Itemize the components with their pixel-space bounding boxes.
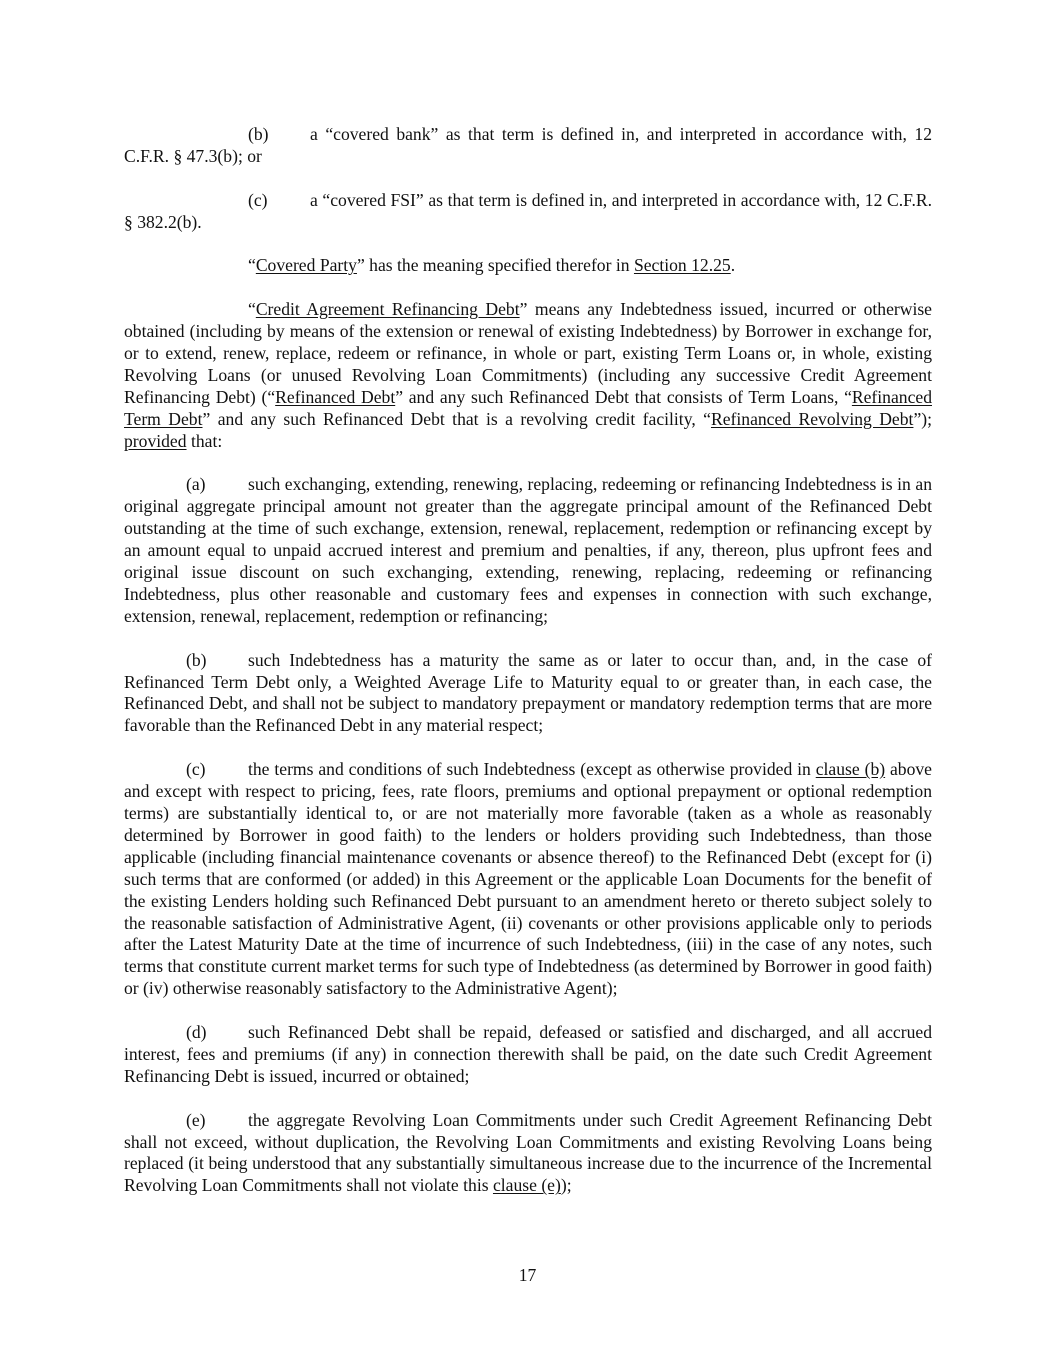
item-c [124,759,932,1000]
item-label: (b) [186,649,207,670]
clause-label: (c) [248,189,268,210]
item-e [124,1110,932,1198]
item-text: such exchanging, extending, renewing, replacing, redeeming or refinancing Indebtedness is in an original aggregate principal amount not greater than the aggregate principal amount of the Refinanced Debt outstanding at the time of such exchange, extension, renewal, replacement, redemption or refinancing except by an amount equal to unpaid accrued interest and premium and penalties, if any, thereon, plus upfront fees and original issue discount on such exchanging, extending, renewing, replacing, redeeming or refinancing Indebtedness, plus other reasonable and customary fees and expenses in connection with such exchange, extension, renewal, replacement, redemption or refinancing; [124,474,932,626]
clause-text: a “covered FSI” as that term is defined in, and interpreted in accordance with, 12 C.F.R. § 382.2(b). [124,189,932,232]
quote: “ [248,299,256,320]
defined-term: Covered Party [255,255,357,276]
item-d [124,1022,932,1088]
item-text: such Refinanced Debt shall be repaid, defeased or satisfied and discharged, and all accrued interest, fees and premiums (if any) in connection therewith shall be paid, on the date such Credit Agreement Refinancing Debt is issued, incurred or obtained; [124,1022,932,1086]
definition-text: . [730,255,736,276]
item-label: (d) [186,1022,207,1043]
item-label: (a) [186,474,206,495]
clause-label: (b) [248,124,269,144]
defined-term: Credit Agreement Refinancing Debt [255,299,520,320]
defined-term: provided [124,430,187,451]
quote: “ [248,255,256,276]
item-label: (e) [186,1109,206,1130]
document-page [124,124,932,1197]
definition-text: that: [186,430,223,451]
defined-term: Refinanced Revolving Debt [710,408,914,429]
item-text: such Indebtedness has a maturity the same as or later to occur than, and, in the case of Refinanced Term Debt only, a Weighted Average Life to Maturity equal to or greater than, in each case, the Refinanced Debt, and shall not be subject to mandatory prepayment or mandatory redemption terms that are more favorable than the Refinanced Debt in any material respect; [124,649,932,736]
item-b [124,650,932,738]
item-a [124,474,932,627]
clause-c-top [124,190,932,234]
section-reference: Section 12.25 [633,255,731,276]
defined-term: Refinanced Debt [275,386,396,407]
definition-covered-party [124,255,932,277]
clause-text: a “covered bank” as that term is defined in, and interpreted in accordance with, 12 C.F.R. § 47.3(b); or [124,124,932,166]
item-text: ); [560,1175,572,1196]
definition-text: ”); [913,408,932,429]
item-label: (c) [186,759,206,780]
definition-text: ” and any such Refinanced Debt that consists of Term Loans, “ [395,386,852,407]
page-number: 17 [518,1265,537,1285]
clause-b-top [124,124,932,168]
clause-reference: clause (b) [815,759,886,780]
item-text: above and except with respect to pricing, fees, rate floors, premiums and optional prepayment or optional redemption terms) are substantially identical to, or are not materially more favorable (taken as a whole as reasonably determined by Borrower in good faith) to the lenders or holders providing such Indebtedness, than those applicable (including financial maintenance covenants or absence thereof) to the Refinanced Debt (except for (i) such terms that are conformed (or added) in this Agreement or the applicable Loan Documents for the benefit of the existing Lenders holding such Refinanced Debt pursuant to an amendment hereto or thereto subject solely to the reasonable satisfaction of Administrative Agent, (ii) covenants or other provisions applicable only to periods after the Latest Maturity Date at the time of incurrence of such Indebtedness, (iii) in the case of any notes, such terms that constitute current market terms for such type of Indebtedness (as determined by Borrower in good faith) or (iv) otherwise reasonably satisfactory to the Administrative Agent); [124,759,932,999]
clause-reference: clause (e) [492,1175,561,1196]
definition-text: ” and any such Refinanced Debt that is a revolving credit facility, “ [202,408,711,429]
definition-text: ” means any Indebtedness issued, incurred or otherwise obtained (including by means of the extension or renewal of existing Indebtedness) by Borrower in exchange for, or to extend, renew, replace, redeem or refinance, in whole or part, existing Term Loans or, in whole, existing Revolving Loans (or unused Revolving Loan Commitments) (including any successive Credit Agreement Refinancing Debt) (“ [124,299,932,407]
item-text: the aggregate Revolving Loan Commitments under such Credit Agreement Refinancing Debt shall not exceed, without duplication, the Revolving Loan Commitments and existing Revolving Loans being replaced (it being understood that any substantially simultaneous increase due to the incurrence of the Incremental Revolving Loan Commitments shall not violate this [124,1109,932,1196]
definition-credit-agreement-refinancing-debt [124,299,932,452]
definition-text: ” has the meaning specified therefor in [356,255,634,276]
item-text: the terms and conditions of such Indebtedness (except as otherwise provided in [248,759,816,780]
defined-term: Refinanced Term Debt [124,386,932,429]
